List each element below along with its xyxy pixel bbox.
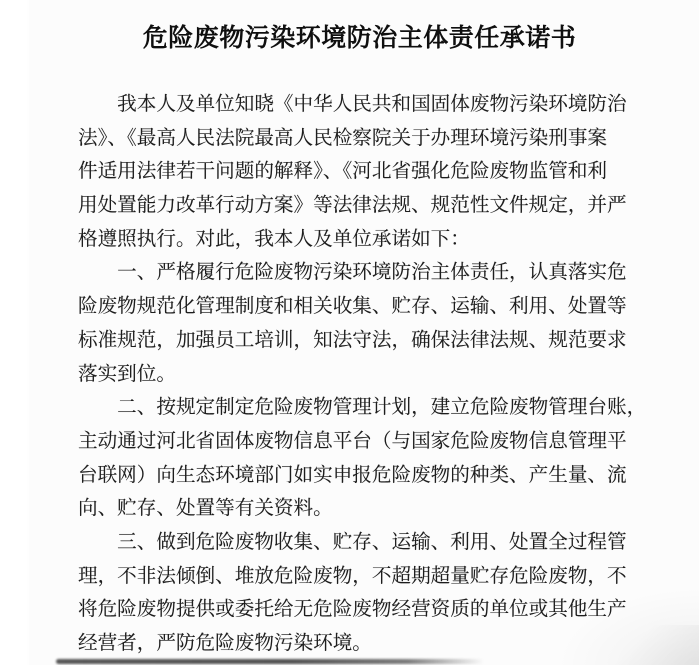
document-line: 我本人及单位知晓《中华人民共和国固体废物污染环境防治 [78, 92, 627, 115]
document-line: 一、严格履行危险废物污染环境防治主体责任，认真落实危 [78, 260, 627, 284]
page-corner-shade [579, 625, 699, 665]
document-line: 用处置能力改革行动方案》等法律法规、规范性文件规定，并严 [78, 193, 627, 217]
document-line: 二、按规定制定危险废物管理计划，建立危险废物管理台账， [78, 395, 647, 419]
page-bottom-edge-shadow [56, 659, 484, 664]
document-line: 经营者，严防危险废物污染环境。 [78, 631, 372, 654]
document-line: 台联网）向生态环境部门如实申报危险废物的种类、产生量、流 [78, 462, 627, 486]
document-line: 向、贮存、处置等有关资料。 [78, 496, 333, 520]
document-line: 三、做到危险废物收集、贮存、运输、利用、处置全过程管 [78, 529, 627, 553]
document-line: 件适用法律若干问题的解释》、《河北省强化危险废物监管和利 [78, 159, 608, 183]
document-line: 险废物规范化管理制度和相关收集、贮存、运输、利用、处置等 [78, 294, 627, 318]
document-line: 法》、《最高人民法院最高人民检察院关于办理环境污染刑事案 [78, 125, 608, 149]
document-line: 落实到位。 [78, 361, 176, 385]
document-line: 格遵照执行。对此，我本人及单位承诺如下： [78, 226, 470, 250]
document-title: 危险废物污染环境防治主体责任承诺书 [142, 23, 577, 52]
document-line: 理，不非法倾倒、堆放危险废物，不超期超量贮存危险废物，不 [78, 563, 627, 587]
document-line: 主动通过河北省固体废物信息平台（与国家危险废物信息管理平 [78, 428, 627, 452]
document-line: 将危险废物提供或委托给无危险废物经营资质的单位或其他生产 [78, 597, 627, 621]
document-body [78, 87, 647, 660]
document-line: 标准规范，加强员工培训，知法守法，确保法律法规、规范要求 [78, 327, 627, 351]
